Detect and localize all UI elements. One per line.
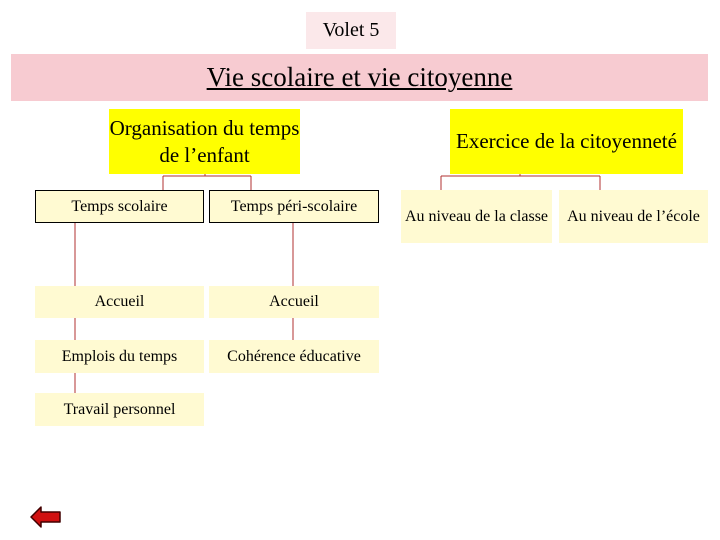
box-organisation-du-temps (109, 109, 300, 174)
box-temps-scolaire (35, 190, 204, 223)
emplois-text: Emplois du temps (61, 347, 178, 365)
page-title (11, 54, 708, 101)
box-niveau-classe (401, 190, 552, 243)
box-niveau-ecole (559, 190, 708, 243)
niveau-classe-text: Au niveau de la classe (404, 207, 549, 225)
organisation-title: Organisation du temps de l’enfant (109, 116, 300, 167)
travail-text: Travail personnel (63, 400, 176, 418)
temps-scolaire-text: Temps scolaire (71, 197, 168, 215)
citoyennete-title: Exercice de la citoyenneté (456, 129, 677, 154)
box-coherence-educative (209, 340, 379, 373)
box-emplois-du-temps (35, 340, 204, 373)
accueil-peri-text: Accueil (269, 293, 319, 311)
volet-label (306, 12, 396, 49)
back-arrow-icon[interactable] (30, 505, 62, 529)
volet-text: Volet 5 (322, 19, 380, 41)
box-exercice-citoyennete (450, 109, 683, 174)
accueil-scolaire-text: Accueil (94, 293, 145, 311)
page-title-text: Vie scolaire et vie citoyenne (206, 62, 513, 92)
coherence-text: Cohérence éducative (227, 347, 361, 365)
niveau-ecole-text: Au niveau de l’école (567, 207, 700, 225)
box-travail-personnel (35, 393, 204, 426)
box-temps-peri-scolaire (209, 190, 379, 223)
box-accueil-peri (209, 286, 379, 318)
temps-peri-text: Temps péri-scolaire (230, 197, 358, 215)
box-accueil-scolaire (35, 286, 204, 318)
